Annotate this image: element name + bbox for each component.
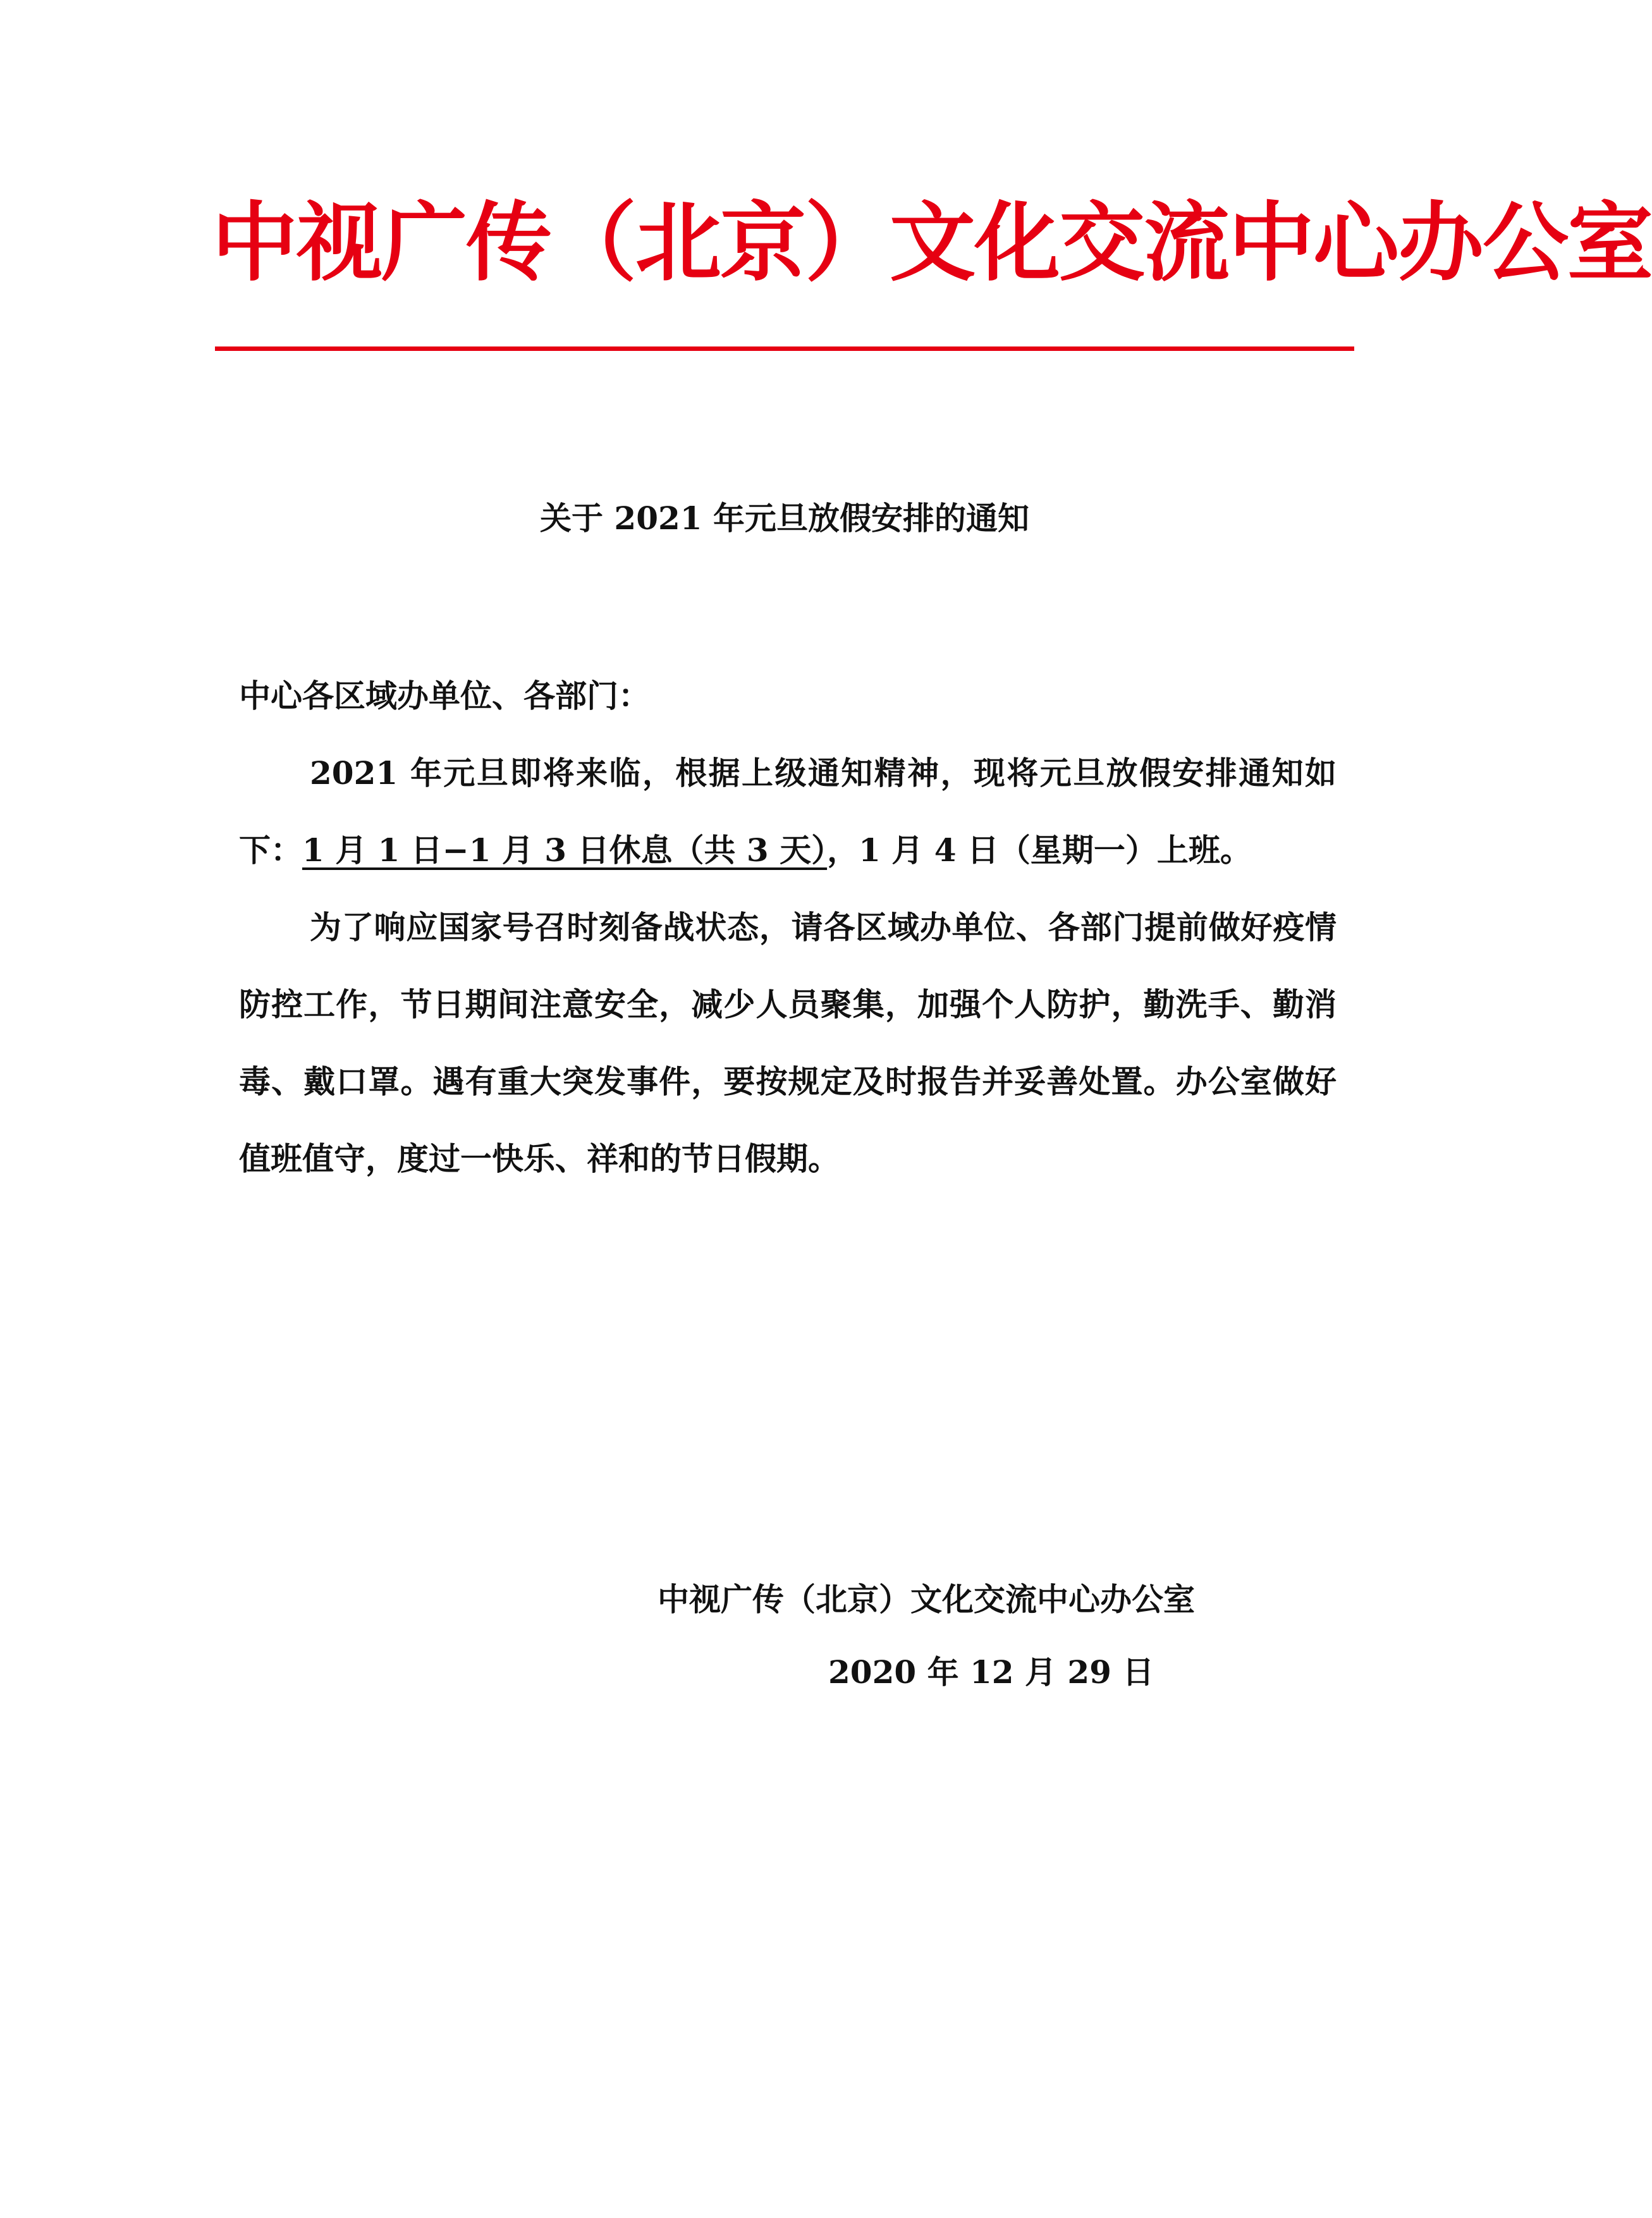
notice-body [239, 658, 1337, 1198]
paragraph1-tail: ，1 月 4 日（星期一）上班。 [827, 831, 1252, 869]
letterhead-divider [215, 346, 1354, 351]
notice-title: 关于 2021 年元旦放假安排的通知 [540, 499, 1029, 537]
paragraph-epidemic-precautions: 为了响应国家号召时刻备战状态，请各区域办单位、各部门提前做好疫情防控工作，节日期间注意安全，减少人员聚集，加强个人防护，勤洗手、勤消毒、戴口罩。遇有重大突发事件，要按规定及时报告并妥善处置。办公室做好值班值守，度过一快乐、祥和的节日假期。 [239, 909, 1337, 1177]
paragraph-holiday-schedule [239, 735, 1337, 889]
holiday-dates-underlined: 1 月 1 日−1 月 3 日休息（共 3 天） [302, 831, 828, 869]
signature-date: 2020 年 12 月 29 日 [828, 1653, 1154, 1691]
signature-issuer: 中视广传（北京）文化交流中心办公室 [658, 1581, 1195, 1618]
paragraph1-lead: 2021 年元旦即将来临，根据上级通知精神，现将元旦放假安排通知如下： [239, 754, 1337, 869]
letterhead-title: 中视广传（北京）文化交流中心办公室 [212, 193, 1652, 293]
salutation: 中心各区域办单位、各部门： [239, 677, 650, 714]
